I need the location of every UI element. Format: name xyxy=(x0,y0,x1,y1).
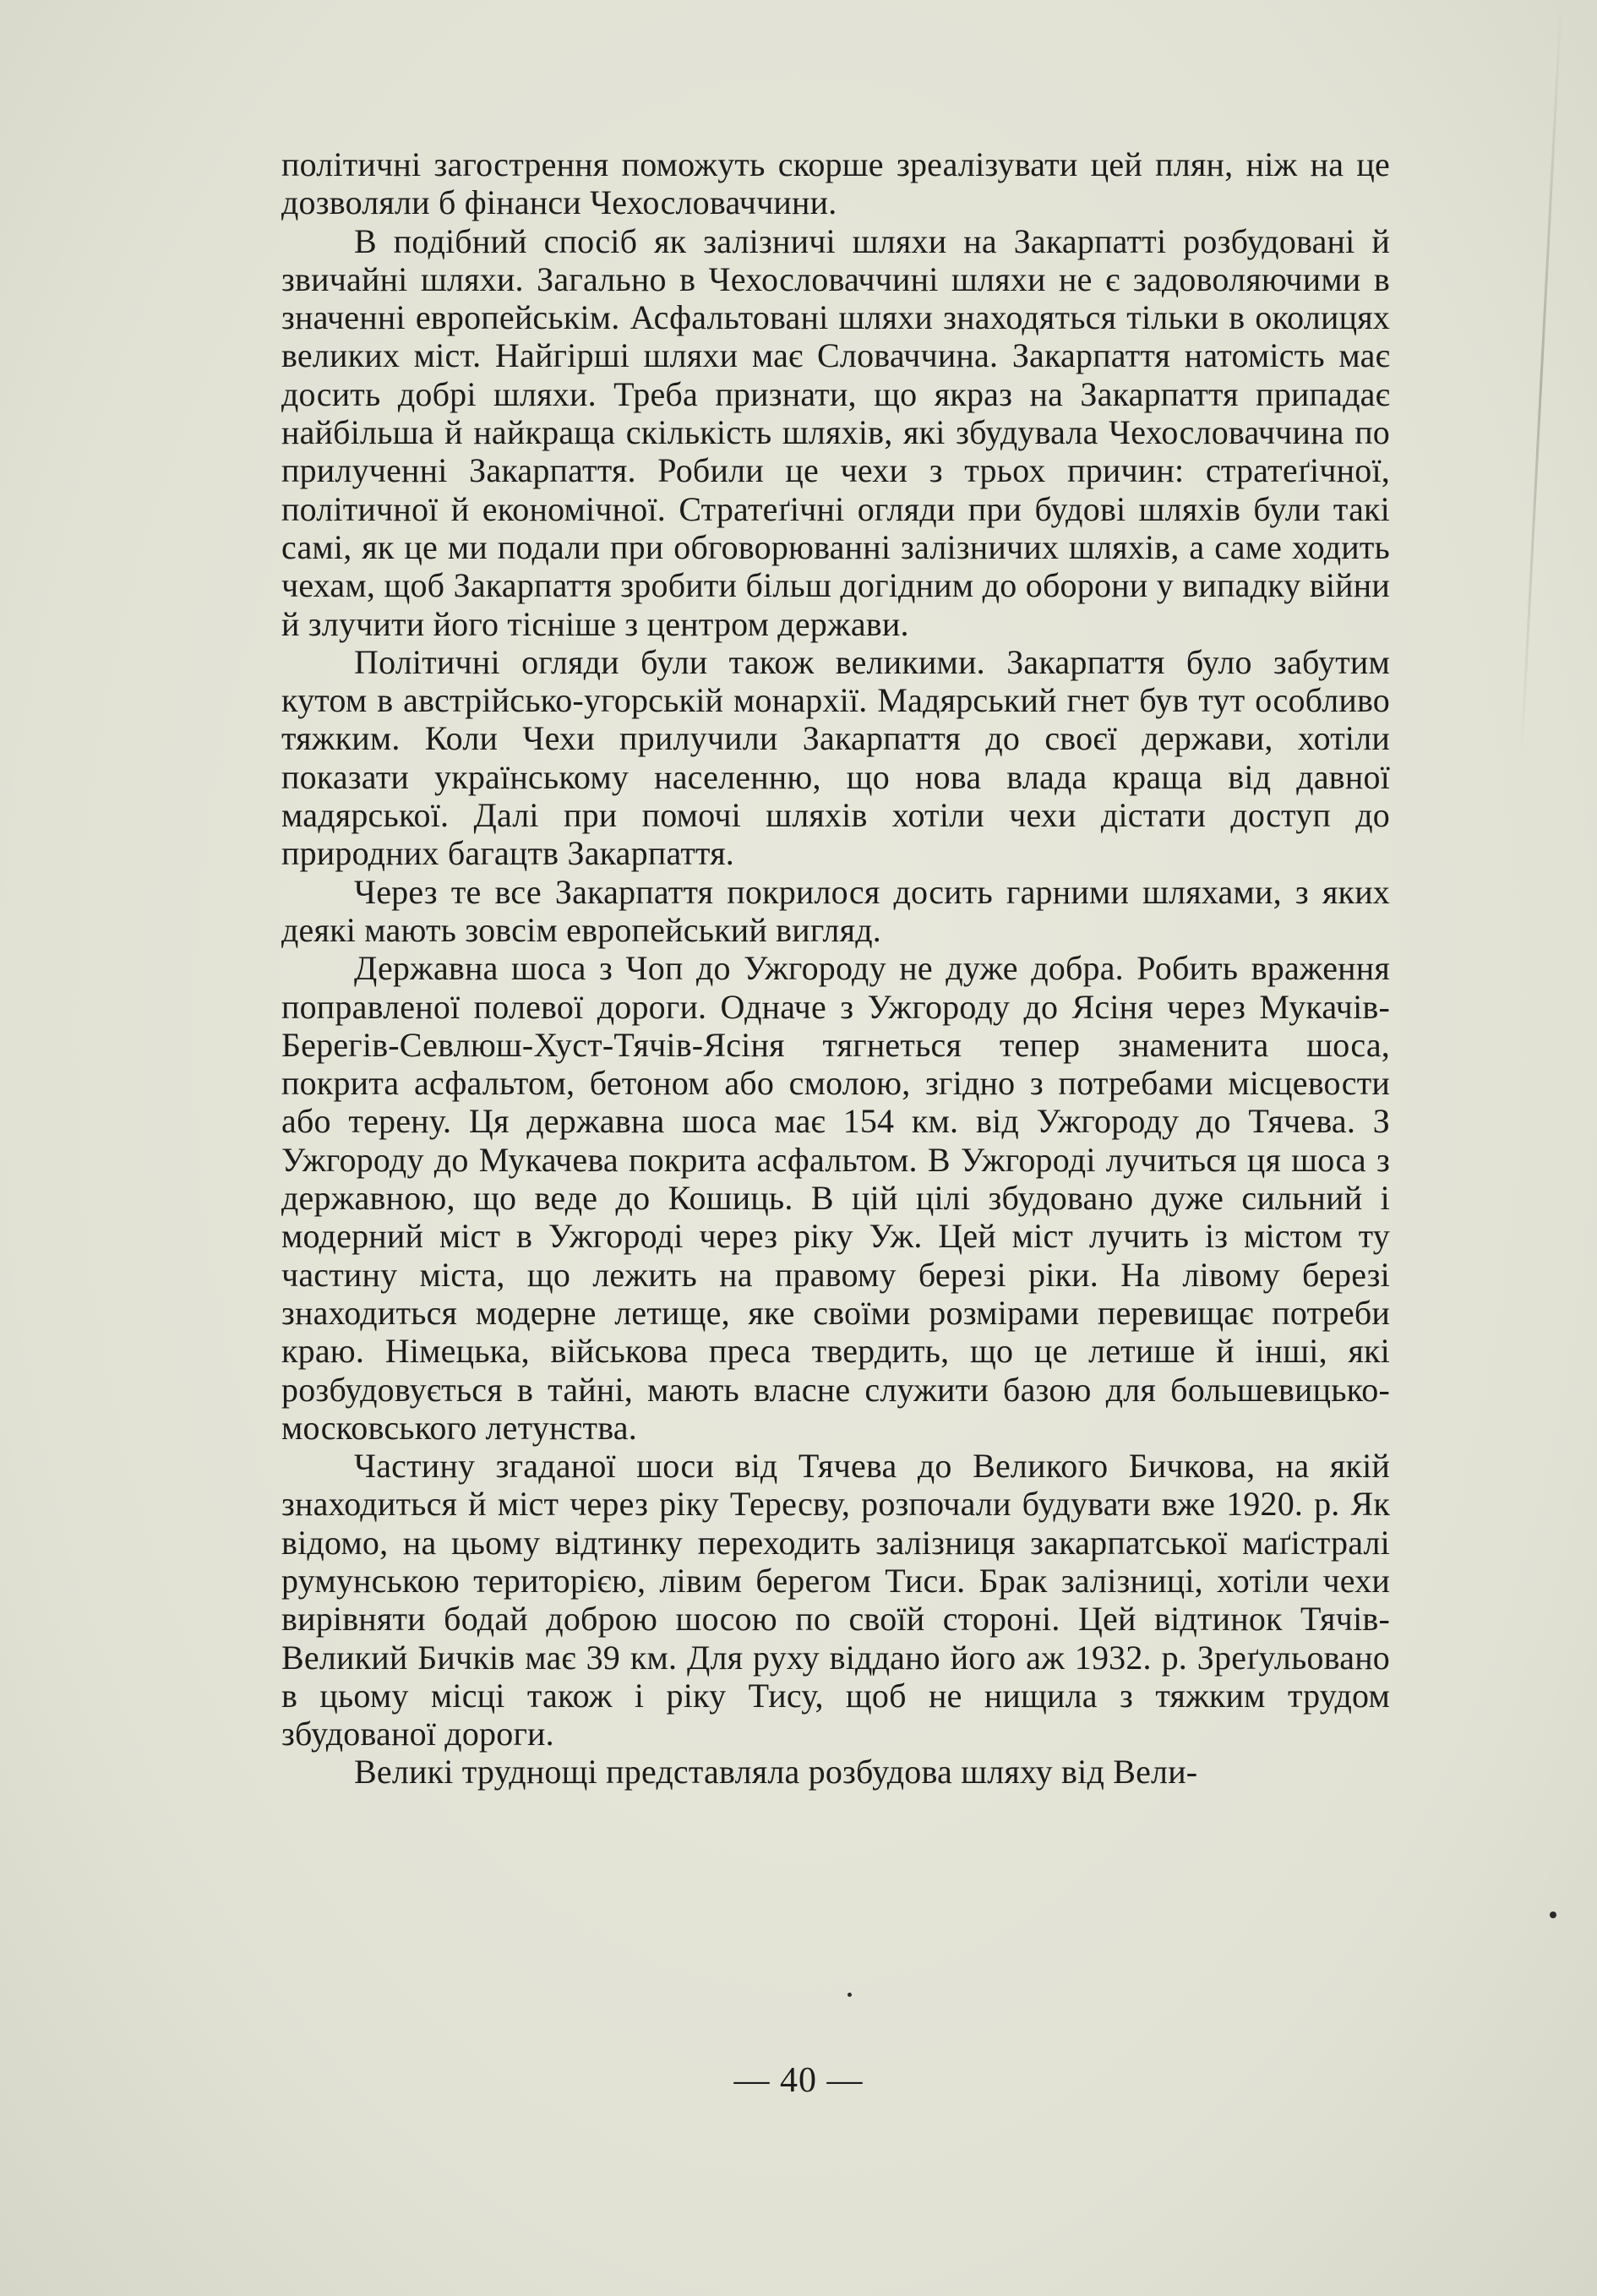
print-speck xyxy=(848,1993,852,1997)
paragraph-1: політичні загострення поможуть скорше зреалізувати цей плян, ніж на це дозволяли б фінанси Чехословаччини. xyxy=(281,145,1390,222)
paragraph-6: Частину згаданої шоси від Тячева до Великого Бичкова, на якій знаходиться й міст через ріку Тересву, розпочали будувати вже 1920. р. Як відомо, на цьому відтинку переходить залізниця закарпатської маґістралі румунською територією, лівим берегом Тиси. Брак залізниці, хотіли чехи вирівняти бодай доброю шосою по своїй стороні. Цей відтинок Тячів-Великий Бичків має 39 км. Для руху віддано його аж 1932. р. Зреґульовано в цьому місці також і ріку Тису, щоб не нищила з тяжким трудом збудованої дороги. xyxy=(281,1447,1390,1753)
body-text xyxy=(281,145,1390,1792)
paragraph-7: Великі труднощі представляла розбудова шляху від Вели- xyxy=(354,1753,1198,1792)
paragraph-4: Через те все Закарпаття покрилося досить гарними шляхами, з яких деякі мають зовсім европейський вигляд. xyxy=(281,872,1390,949)
print-speck xyxy=(1550,1912,1556,1918)
page-number: — 40 — xyxy=(733,2061,864,2100)
page-edge-shadow xyxy=(1520,0,1562,760)
paragraph-2: В подібний спосіб як залізничі шляхи на Закарпатті розбудовані й звичайні шляхи. Загально в Чехословаччині шляхи не є задоволяючими в значенні европейськім. Асфальтовані шляхи знаходяться тільки в околицях великих міст. Найгірші шляхи має Словаччина. Закарпаття натомість має досить добрі шляхи. Треба признати, що якраз на Закарпаття припадає найбільша й найкраща скількість шляхів, які збудувала Чехословаччина по прилученні Закарпаття. Робили це чехи з трьох причин: стратеґічної, політичної й економічної. Стратеґічні огляди при будові шляхів були такі самі, як це ми подали при обговорюванні залізничих шляхів, а саме ходить чехам, щоб Закарпаття зробити більш догідним до оборони у випадку війни й злучити його тісніше з центром держави. xyxy=(281,221,1390,643)
paragraph-3: Політичні огляди були також великими. Закарпаття було забутим кутом в австрійсько-угорській монархії. Мадярський гнет був тут особливо тяжким. Коли Чехи прилучили Закарпаття до своєї держави, хотіли показати українському населенню, що нова влада краща від давної мадярської. Далі при помочі шляхів хотіли чехи дістати доступ до природних багацтв Закарпаття. xyxy=(281,642,1390,873)
paragraph-5: Державна шоса з Чоп до Ужгороду не дуже добра. Робить враження поправленої полевої дороги. Одначе з Ужгороду до Ясіня через Мукачів-Берегів-Севлюш-Хуст-Тячів-Ясіня тягнеться тепер знаменита шоса, покрита асфальтом, бетоном або смолою, згідно з потребами місцевости або терену. Ця державна шоса має 154 км. від Ужгороду до Тячева. З Ужгороду до Мукачева покрита асфальтом. В Ужгороді лучиться ця шоса з державною, що веде до Кошиць. В цій цілі збудовано дуже сильний і модерний міст в Ужгороді через ріку Уж. Цей міст лучить із містом ту частину міста, що лежить на правому березі ріки. На лівому березі знаходиться модерне летище, яке своїми розмірами перевищає потреби краю. Німецька, військова преса твердить, що це летише й інші, які розбудовується в тайні, мають власне служити базою для большевицько-московського летунства. xyxy=(281,949,1390,1447)
